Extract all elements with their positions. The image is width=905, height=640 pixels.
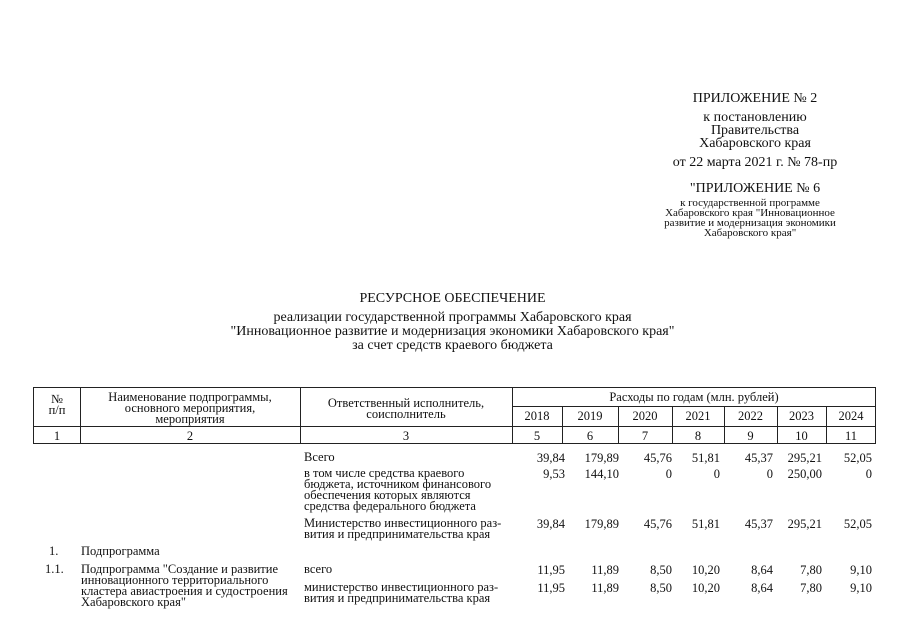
index-cell: 1 xyxy=(53,429,61,443)
value-cell: 11,95 xyxy=(537,563,565,577)
value-cell: 295,21 xyxy=(787,517,822,531)
row-label: Министерство инвестиционного раз- xyxy=(304,516,502,530)
value-cell: 45,76 xyxy=(643,451,672,465)
subprogram-name: кластера авиастроения и судостроения xyxy=(81,584,288,598)
document-title: РЕСУРСНОЕ ОБЕСПЕЧЕНИЕ xyxy=(359,291,546,306)
table-header xyxy=(33,387,876,444)
appendix6-line: к государственной программе xyxy=(680,197,820,209)
value-cell: 8,50 xyxy=(650,563,672,577)
appendix6-line: Хабаровского края" xyxy=(703,227,797,239)
value-cell: 9,10 xyxy=(850,581,872,595)
value-cell: 179,89 xyxy=(584,517,619,531)
row-label: в том числе средства краевого xyxy=(304,466,465,480)
appendix6-line: Хабаровского края "Инновационное xyxy=(665,207,835,219)
year-header: 2018 xyxy=(524,409,550,423)
col-name-header: мероприятия xyxy=(155,412,225,426)
index-cell: 11 xyxy=(844,429,858,443)
year-header: 2023 xyxy=(789,409,814,423)
index-cell: 10 xyxy=(795,429,808,443)
subprogram-name: Подпрограмма "Создание и развитие xyxy=(81,562,279,576)
col-name-header: основного мероприятия, xyxy=(124,401,256,415)
value-cell: 51,81 xyxy=(691,451,720,465)
row-label: вития и предпринимательства края xyxy=(304,527,491,541)
value-cell: 45,37 xyxy=(744,517,773,531)
index-cell: 6 xyxy=(586,429,594,443)
value-cell: 45,76 xyxy=(643,517,672,531)
value-cell: 144,10 xyxy=(584,467,619,481)
appendix6-line: развитие и модернизация экономики xyxy=(664,217,836,229)
row-label: всего xyxy=(304,562,333,576)
row-label: бюджета, источником финансового xyxy=(304,477,492,491)
appendix-line: Правительства xyxy=(710,123,800,138)
appendix-line: Хабаровского края xyxy=(699,136,811,151)
document-subtitle: реализации государственной программы Хабаровского края xyxy=(273,310,632,325)
subprogram-name: инновационного территориального xyxy=(81,573,269,587)
year-header: 2021 xyxy=(685,409,711,423)
appendix6-title: "ПРИЛОЖЕНИЕ № 6 xyxy=(689,181,821,196)
appendix-line: к постановлению xyxy=(703,110,807,125)
index-cell: 7 xyxy=(641,429,649,443)
value-cell: 52,05 xyxy=(843,517,872,531)
value-cell: 0 xyxy=(865,467,872,481)
index-cell: 3 xyxy=(402,429,410,443)
year-header: 2020 xyxy=(632,409,658,423)
value-cell: 8,64 xyxy=(751,563,773,577)
value-cell: 51,81 xyxy=(691,517,720,531)
value-cell: 11,89 xyxy=(591,563,619,577)
value-cell: 9,10 xyxy=(850,563,872,577)
col-num-header: № xyxy=(51,392,63,406)
index-cell: 2 xyxy=(186,429,194,443)
value-cell: 39,84 xyxy=(536,451,565,465)
value-cell: 52,05 xyxy=(843,451,872,465)
document-subtitle: "Инновационное развитие и модернизация экономики Хабаровского края" xyxy=(230,324,675,339)
value-cell: 8,64 xyxy=(751,581,773,595)
year-header: 2022 xyxy=(738,409,763,423)
value-cell: 11,89 xyxy=(591,581,619,595)
col-name-header: Наименование подпрограммы, xyxy=(108,390,272,404)
appendix-title: ПРИЛОЖЕНИЕ № 2 xyxy=(692,91,818,106)
value-cell: 45,37 xyxy=(744,451,773,465)
appendix-date: от 22 марта 2021 г. № 78-пр xyxy=(672,155,838,170)
row-label: министерство инвестиционного раз- xyxy=(304,580,499,594)
value-cell: 10,20 xyxy=(691,581,720,595)
document-subtitle: за счет средств краевого бюджета xyxy=(352,338,553,353)
subprogram-number: 1. xyxy=(49,544,59,558)
index-cell: 5 xyxy=(533,429,541,443)
value-cell: 7,80 xyxy=(800,581,822,595)
row-label: средства федерального бюджета xyxy=(304,499,476,513)
value-cell: 7,80 xyxy=(800,563,822,577)
subprogram-number: 1.1. xyxy=(45,562,64,576)
year-header: 2019 xyxy=(577,409,603,423)
subprogram-name: Подпрограмма xyxy=(81,544,160,558)
value-cell: 295,21 xyxy=(787,451,822,465)
col-exec-header: соисполнитель xyxy=(366,407,446,421)
index-cell: 9 xyxy=(747,429,754,443)
index-cell: 8 xyxy=(694,429,702,443)
value-cell: 250,00 xyxy=(787,467,822,481)
col-expenses-header: Расходы по годам (млн. рублей) xyxy=(609,390,779,404)
col-num-header: п/п xyxy=(48,403,66,417)
col-exec-header: Ответственный исполнитель, xyxy=(327,396,485,410)
value-cell: 0 xyxy=(766,467,773,481)
value-cell: 11,95 xyxy=(537,581,565,595)
subprogram-name: Хабаровского края" xyxy=(81,595,186,609)
year-header: 2024 xyxy=(838,409,864,423)
value-cell: 179,89 xyxy=(584,451,619,465)
value-cell: 8,50 xyxy=(650,581,672,595)
value-cell: 39,84 xyxy=(536,517,565,531)
value-cell: 0 xyxy=(665,467,672,481)
row-label: обеспечения которых являются xyxy=(304,488,471,502)
value-cell: 0 xyxy=(713,467,720,481)
row-label: Всего xyxy=(304,450,335,464)
value-cell: 10,20 xyxy=(691,563,720,577)
value-cell: 9,53 xyxy=(543,467,565,481)
row-label: вития и предпринимательства края xyxy=(304,591,491,605)
